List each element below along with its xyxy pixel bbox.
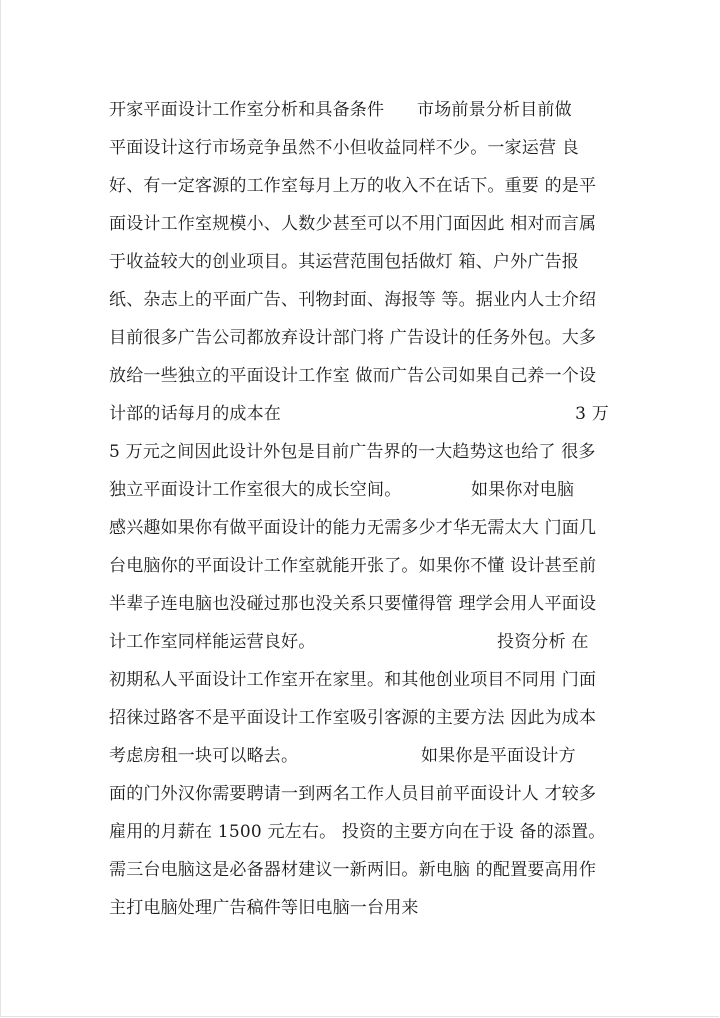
paragraph-text: 初期私人平面设计工作室开在家里。和其他创业项目不同用 门面 (109, 670, 597, 690)
paragraph-text: 面设计工作室规模小、人数少甚至可以不用门面因此 相对而言属 (109, 214, 597, 234)
text-line (109, 779, 609, 809)
text-segment: 市场前景分析目前做 (417, 100, 572, 120)
text-line (109, 247, 609, 277)
paragraph-text: 半辈子连电脑也没碰过那也没关系只要懂得管 理学会用人平面设 (109, 594, 597, 614)
paragraph-text: 放给一些独立的平面设计工作室 做而广告公司如果自己养一个设 (109, 366, 597, 386)
text-line (109, 741, 609, 771)
text-segment: 如果你对电脑 (471, 480, 575, 500)
paragraph-text: 5 万元之间因此设计外包是目前广告界的一大趋势这也给了 很多 (109, 442, 596, 462)
paragraph-text: 面的门外汉你需要聘请一到两名工作人员目前平面设计人 才较多 (109, 784, 597, 804)
text-line (109, 171, 609, 201)
text-line (109, 399, 609, 429)
text-line (109, 665, 609, 695)
text-line (109, 209, 609, 239)
text-line (109, 133, 609, 163)
paragraph-text: 招徕过路客不是平面设计工作室吸引客源的主要方法 因此为成本 (109, 708, 597, 728)
text-line (109, 589, 609, 619)
text-segment: 3 万 (575, 404, 609, 424)
paragraph-text: 台电脑你的平面设计工作室就能开张了。如果你不懂 设计甚至前 (109, 556, 597, 576)
paragraph-text: 纸、杂志上的平面广告、刊物封面、海报等 等。据业内人士介绍 (109, 290, 597, 310)
paragraph-text: 需三台电脑这是必备器材建议一新两旧。新电脑 的配置要高用作 (109, 860, 597, 880)
section-heading: 投资分析 在 (497, 632, 589, 652)
text-line (109, 551, 609, 581)
paragraph-text: 好、有一定客源的工作室每月上万的收入不在话下。重要 的是平 (109, 176, 597, 196)
paragraph-text: 独立平面设计工作室很大的成长空间。 (109, 480, 402, 500)
paragraph-text: 雇用的月薪在 1500 元左右。 投资的主要方向在于设 备的添置。 (109, 822, 606, 842)
paragraph-text: 平面设计这行市场竞争虽然不小但收益同样不少。一家运营 良 (109, 138, 580, 158)
text-line (109, 817, 609, 847)
paragraph-text: 感兴趣如果你有做平面设计的能力无需多少才华无需太大 门面几 (109, 518, 597, 538)
text-line (109, 855, 609, 885)
text-line (109, 475, 609, 505)
text-line (109, 627, 609, 657)
paragraph-text: 考虑房租一块可以略去。 (109, 746, 299, 766)
text-line (109, 437, 609, 467)
text-line (109, 361, 609, 391)
text-line (109, 323, 609, 353)
text-segment: 如果你是平面设计方 (421, 746, 576, 766)
paragraph-text: 目前很多广告公司都放弃设计部门将 广告设计的任务外包。大多 (109, 328, 597, 348)
title-text: 开家平面设计工作室分析和具备条件 (109, 100, 385, 120)
text-line (109, 893, 609, 923)
paragraph-text: 计部的话每月的成本在 (109, 404, 281, 424)
paragraph-text: 主打电脑处理广告稿件等旧电脑一台用来 (109, 898, 419, 918)
text-line (109, 513, 609, 543)
paragraph-text: 计工作室同样能运营良好。 (109, 632, 316, 652)
text-line (109, 703, 609, 733)
paragraph-text: 于收益较大的创业项目。其运营范围包括做灯 箱、户外广告报 (109, 252, 580, 272)
text-line (109, 285, 609, 315)
text-line (109, 95, 609, 125)
